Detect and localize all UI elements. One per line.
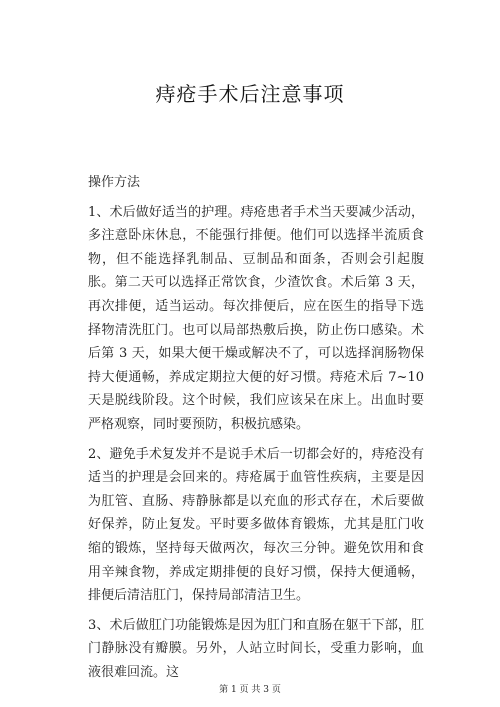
paragraph-3: 3、术后做肛门功能锻炼是因为肛门和直肠在躯干下部，肛门静脉没有瓣膜。另外，人站立时间长，受重力影响，血液很难回流。这 (88, 617, 424, 680)
page-footer: 第 1 页 共 3 页 (219, 685, 281, 695)
paragraph-1: 1、术后做好适当的护理。痔疮患者手术当天要减少活动，多注意卧床休息，不能强行排便。他们可以选择半流质食物，但不能选择乳制品、豆制品和面条，否则会引起腹胀。第二天可以选择正常饮食，少渣饮食。术后第 3 天，再次排便，适当运动。每次排便后，应在医生的指导下选择物清洗肛门。也可以局部热敷后换，防止伤口感染。术后第 3 天，如果大便干燥或解决不了，可以选择润肠物保持大便通畅，养成定期拉大便的好习惯。痔疮术后 7~10 天是脱线阶段。这个时候，我们应该呆在床上。出血时要严格观察，同时要预防，积极抗感染。 (88, 204, 424, 432)
document-body (88, 171, 424, 690)
paragraph-2: 2、避免手术复发并不是说手术后一切都会好的，痔疮没有适当的护理是会回来的。痔疮属于血管性疾病，主要是因为肛管、直肠、痔静脉都是以充血的形式存在，术后要做好保养，防止复发。平时要多做体育锻炼，尤其是肛门收缩的锻炼，坚持每天做两次，每次三分钟。避免饮用和食用辛辣食物，养成定期排便的良好习惯，保持大便通畅，排便后清洁肛门，保持局部清洁卫生。 (88, 446, 424, 604)
document-title: 痔疮手术后注意事项 (155, 82, 345, 106)
section-heading: 操作方法 (88, 175, 141, 190)
